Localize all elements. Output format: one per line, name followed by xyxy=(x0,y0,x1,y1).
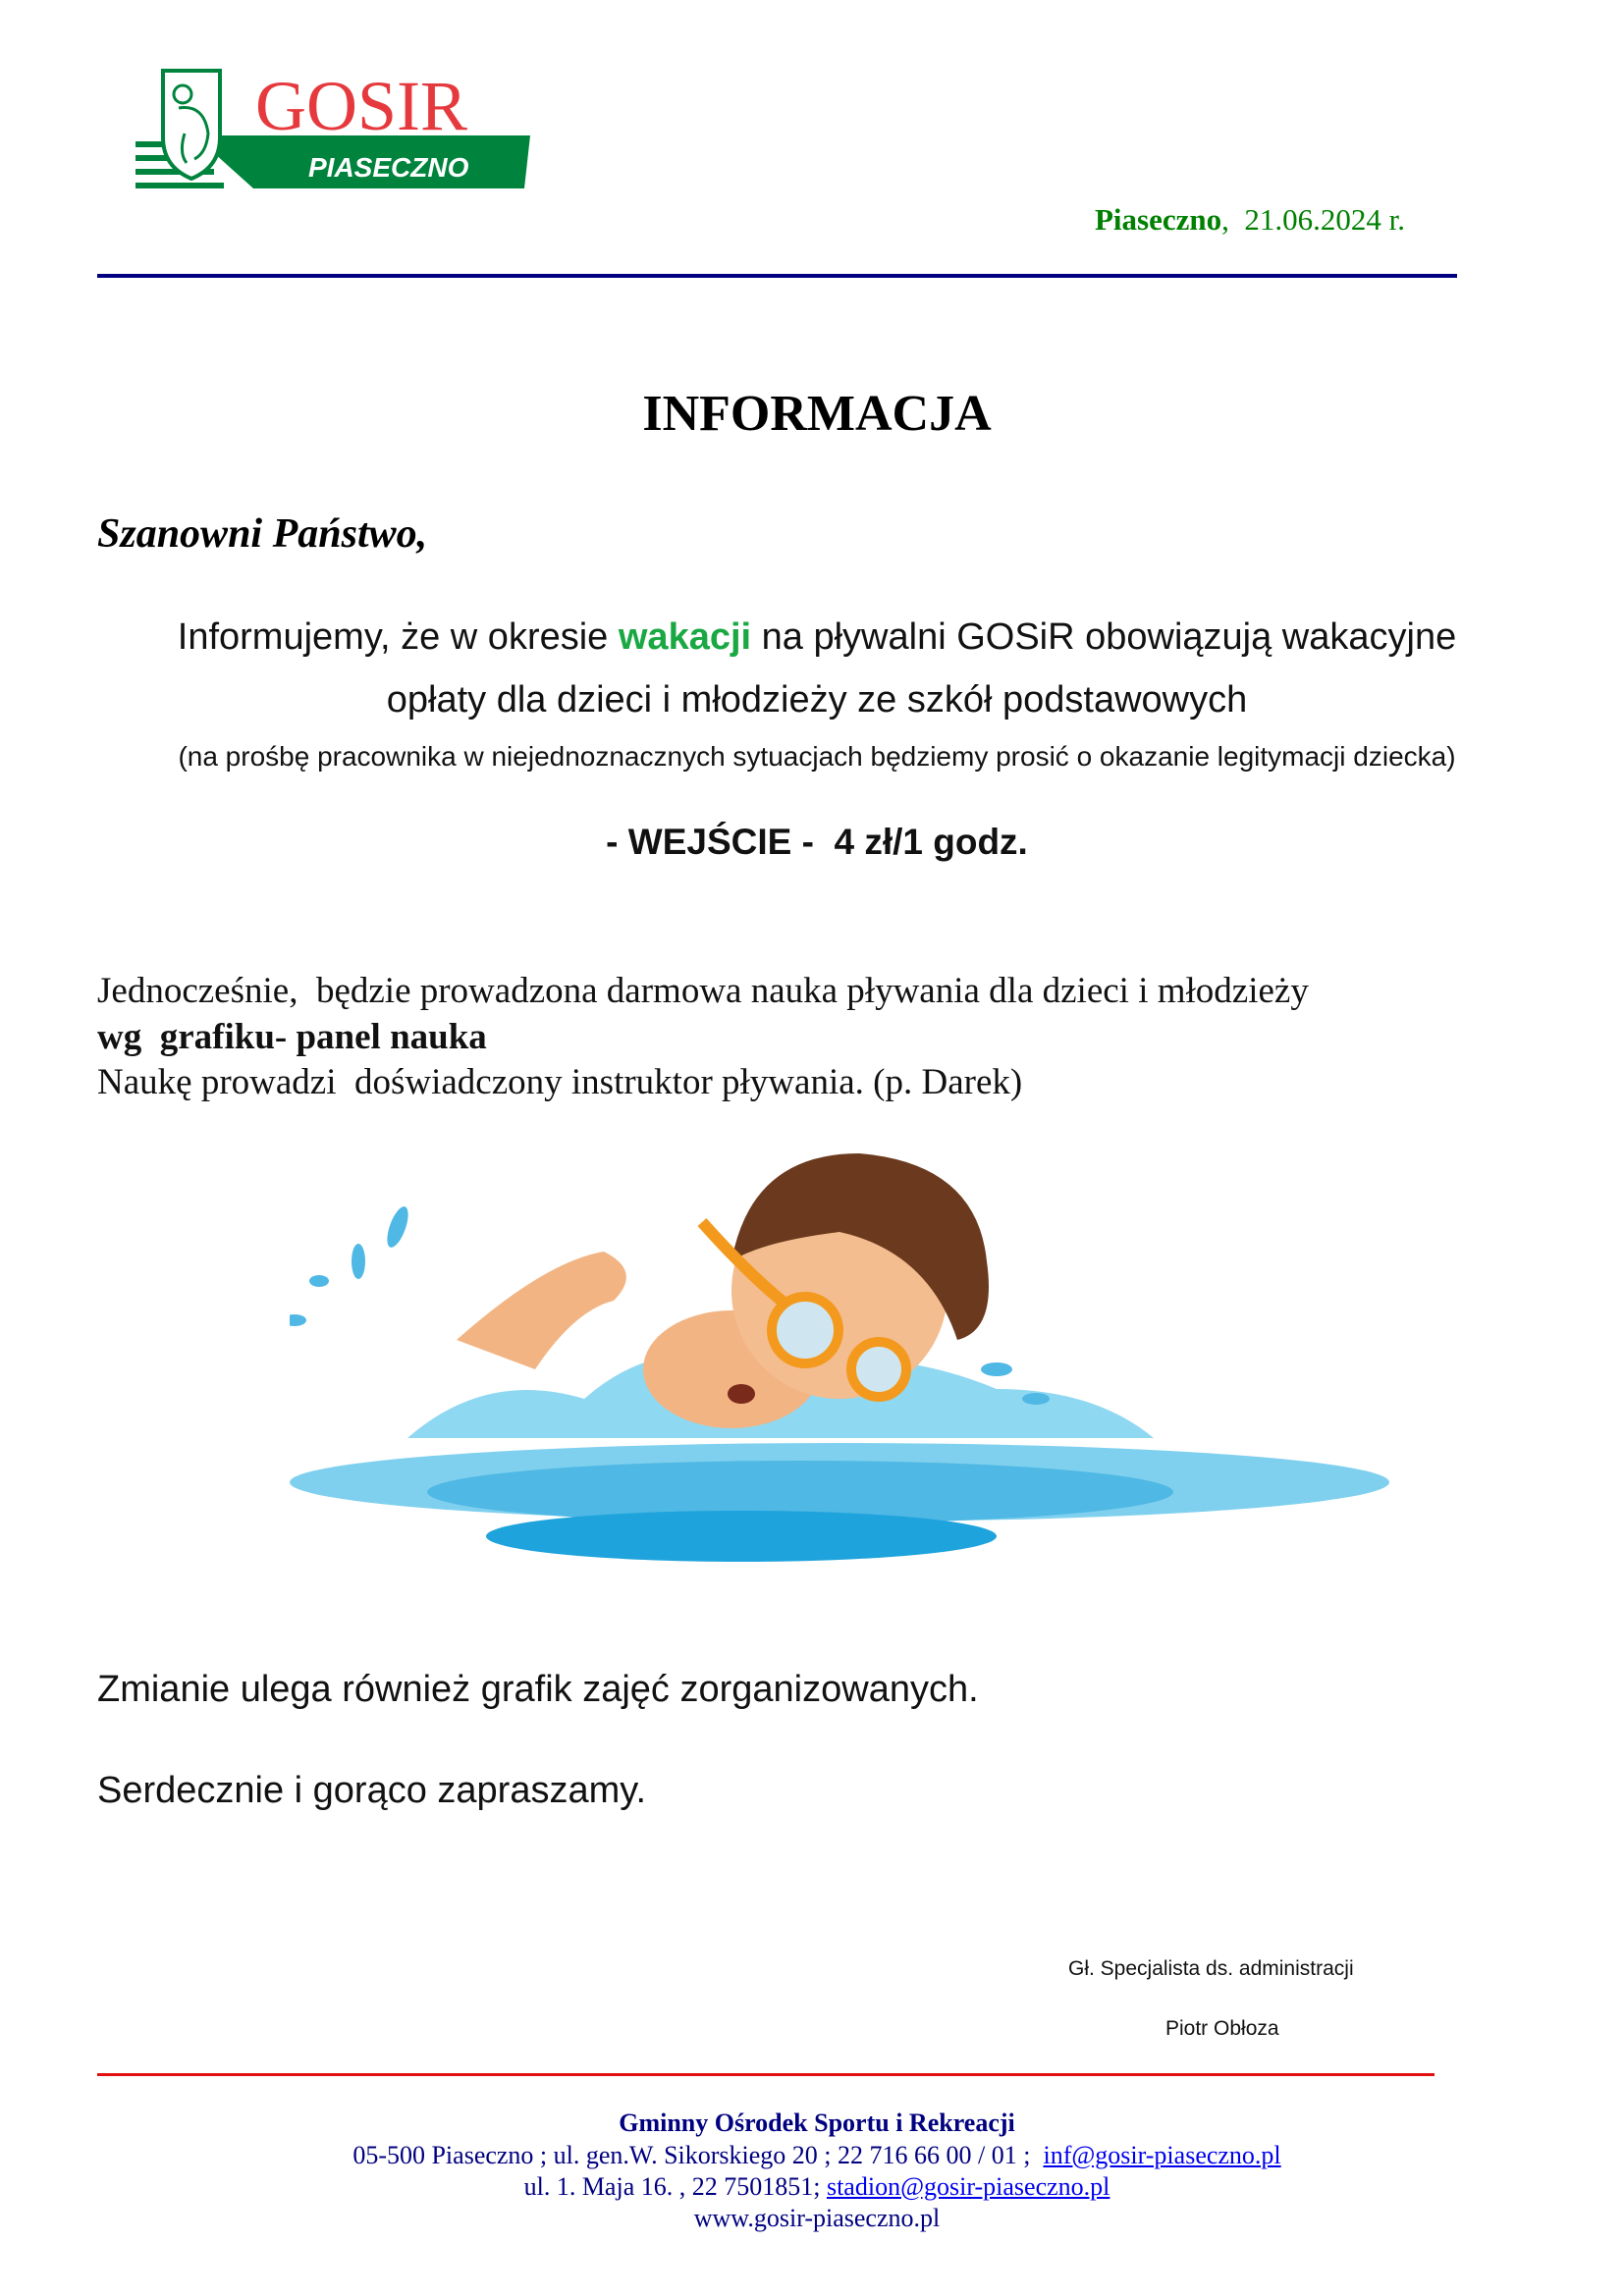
lessons-line-2: wg grafiku- panel nauka xyxy=(97,1017,487,1057)
footer-address-2 xyxy=(0,2172,1624,2202)
intro-line-2: opłaty dla dzieci i młodzieży ze szkół podstawowych xyxy=(386,679,1248,721)
greeting: Szanowni Państwo, xyxy=(97,511,428,557)
footer-address-1 xyxy=(0,2141,1624,2170)
gosir-logo xyxy=(135,65,530,194)
price-info: - WEJŚCIE - 4 zł/1 godz. xyxy=(606,822,1028,862)
footer-divider xyxy=(97,2073,1435,2076)
address-2-text: ul. 1. Maja 16. , 22 7501851; xyxy=(523,2172,827,2201)
intro-line-1 xyxy=(0,616,1624,659)
header-divider xyxy=(97,274,1457,278)
svg-text:GOSIR: GOSIR xyxy=(255,67,468,145)
email-link-inf[interactable]: inf@gosir-piaseczno.pl xyxy=(1043,2141,1281,2169)
schedule-note: Zmianie ulega również grafik zajęć zorganizowanych. xyxy=(97,1669,979,1710)
signature-role: Gł. Specjalista ds. administracji xyxy=(1068,1957,1354,1980)
intro-highlight: wakacji xyxy=(618,616,752,658)
email-link-stadion[interactable]: stadion@gosir-piaseczno.pl xyxy=(826,2172,1110,2201)
svg-text:PIASECZNO: PIASECZNO xyxy=(308,152,469,183)
closing-text: Serdecznie i gorąco zapraszamy. xyxy=(97,1770,646,1811)
intro-note: (na prośbę pracownika w niejednoznacznych sytuacjach będziemy prosić o okazanie legitymacji dziecka) xyxy=(178,741,1456,772)
date-place: Piaseczno xyxy=(1094,202,1222,237)
signature-name: Piotr Obłoza xyxy=(1165,2017,1279,2040)
intro-text: Informujemy, że w okresie xyxy=(177,616,619,658)
intro-text-after: na pływalni GOSiR obowiązują wakacyjne xyxy=(751,616,1457,658)
swimmer-illustration xyxy=(290,1144,1399,1571)
footer-website: www.gosir-piaseczno.pl xyxy=(693,2204,941,2232)
date-line xyxy=(1095,202,1405,238)
lessons-line-3: Naukę prowadzi doświadczony instruktor pływania. (p. Darek) xyxy=(97,1062,1023,1102)
footer-org: Gminny Ośrodek Sportu i Rekreacji xyxy=(619,2109,1015,2137)
lessons-line-1: Jednocześnie, będzie prowadzona darmowa nauka pływania dla dzieci i młodzieży xyxy=(97,971,1309,1011)
address-1-text: 05-500 Piaseczno ; ul. gen.W. Sikorskiego 20 ; 22 716 66 00 / 01 ; xyxy=(352,2141,1044,2169)
date-value: , 21.06.2024 r. xyxy=(1221,202,1405,237)
page-title: INFORMACJA xyxy=(642,386,992,442)
